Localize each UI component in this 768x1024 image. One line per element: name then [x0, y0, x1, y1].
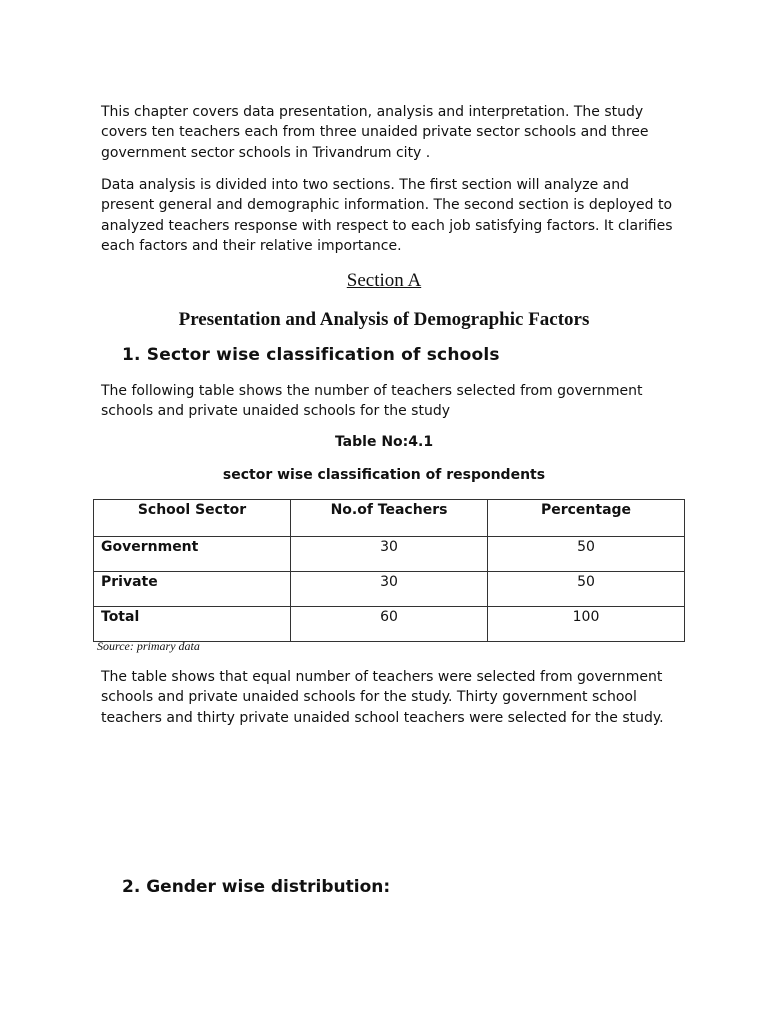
table-header-cell: No.of Teachers	[291, 500, 488, 537]
table-cell: Total	[94, 607, 291, 642]
table-source: Source: primary data	[97, 639, 200, 653]
table-title: sector wise classification of respondents	[222, 467, 546, 483]
subsection-2-heading: 2. Gender wise distribution:	[122, 877, 391, 897]
table-cell: Private	[94, 572, 291, 607]
table-cell: 50	[488, 537, 685, 572]
table-row	[94, 572, 685, 607]
sector-table	[93, 499, 685, 642]
table-number: Table No:4.1	[334, 434, 434, 450]
section-title: Section A	[346, 270, 422, 291]
table-cell: 50	[488, 572, 685, 607]
table-cell: 60	[291, 607, 488, 642]
subsection-1-heading: 1. Sector wise classification of schools	[122, 345, 500, 365]
table-description: The following table shows the number of teachers selected from government schools and private unaided schools for the study	[101, 383, 643, 420]
table-header-cell: School Sector	[94, 500, 291, 537]
table-row	[94, 537, 685, 572]
section-heading: Presentation and Analysis of Demographic Factors	[178, 309, 590, 330]
intro-paragraph-1: This chapter covers data presentation, analysis and interpretation. The study covers ten teachers each from three unaided private sector schools and three government sector schools in Trivandrum city .	[101, 104, 649, 161]
table-interpretation: The table shows that equal number of teachers were selected from government schools and private unaided schools for the study. Thirty government school teachers and thirty private unaided school teachers were selected for the study.	[101, 669, 664, 726]
table-cell: 100	[488, 607, 685, 642]
table-row	[94, 607, 685, 642]
intro-paragraph-2: Data analysis is divided into two sections. The first section will analyze and present general and demographic information. The second section is deployed to analyzed teachers response with respect to each job satisfying factors. It clarifies each factors and their relative importance.	[101, 177, 673, 254]
table-header-cell: Percentage	[488, 500, 685, 537]
table-cell: Government	[94, 537, 291, 572]
table-header-row	[94, 500, 685, 537]
table-cell: 30	[291, 537, 488, 572]
table-cell: 30	[291, 572, 488, 607]
